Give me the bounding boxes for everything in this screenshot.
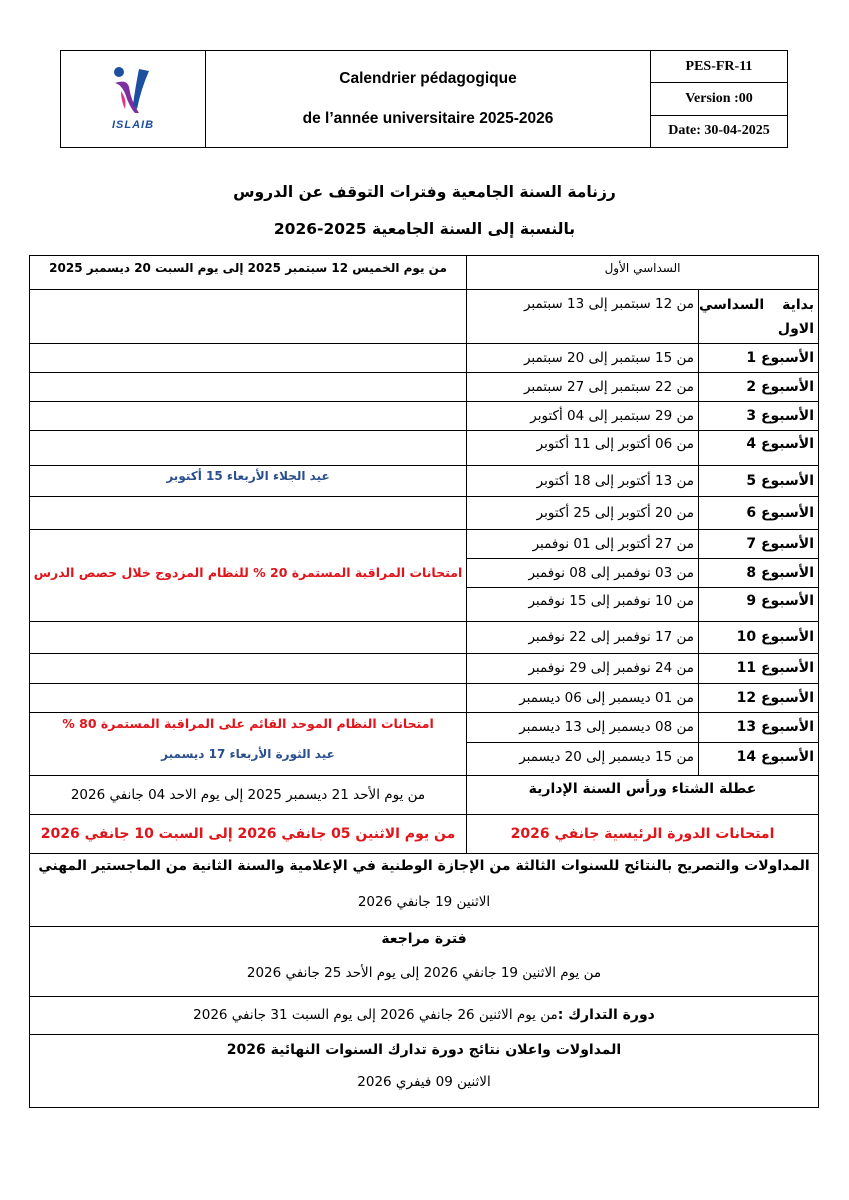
review-dates: من يوم الاثنين 19 جانفي 2026 إلى يوم الأحد 25 جانفي 2026 [246, 965, 602, 981]
logo-cell [61, 51, 206, 147]
makeup-dates: من يوم الاثنين 26 جانفي 2026 إلى يوم السبت 31 جانفي 2026 [193, 1007, 558, 1023]
semester-label: السداسي الأول [604, 261, 681, 275]
week-dates: من 01 ديسمبر إلى 06 ديسمبر [519, 689, 694, 706]
page-heading: رزنامة السنة الجامعية وفترات التوقف عن الدروس [233, 183, 616, 201]
week-dates: من 15 سبتمبر إلى 20 سبتمبر [523, 349, 694, 366]
semester-range: من يوم الخميس 12 سبتمبر 2025 إلى يوم السبت 20 ديسمبر 2025 [49, 261, 447, 275]
week-label: الأسبوع 5 [746, 472, 814, 489]
week-dates: من 17 نوفمبر إلى 22 نوفمبر [528, 629, 694, 645]
final-results-date: الاثنين 09 فيفري 2026 [357, 1074, 491, 1090]
week-label: الأسبوع 7 [746, 535, 814, 552]
week-dates: من 13 أكتوبر إلى 18 أكتوبر [536, 472, 694, 489]
makeup-row [30, 996, 818, 1034]
week-label: الأسبوع 9 [746, 593, 814, 609]
document-title [206, 51, 651, 147]
week-label: الأسبوع 14 [736, 748, 814, 765]
week-dates: من 24 نوفمبر إلى 29 نوفمبر [528, 660, 694, 676]
week-dates: من 10 نوفمبر إلى 15 نوفمبر [528, 593, 694, 609]
final-results-title: المداولات واعلان نتائج دورة تدارك السنوات النهائية 2026 [226, 1042, 622, 1058]
week-label: الأسبوع 6 [746, 504, 814, 521]
document-code: PES-FR-11 [685, 58, 753, 74]
week-dates: من 15 ديسمبر إلى 20 ديسمبر [519, 748, 694, 765]
logo-text: ISLAIB [111, 119, 155, 131]
document-meta [651, 51, 787, 147]
week-label: الأسبوع 4 [746, 436, 814, 452]
semester-start-dates: من 12 سبتمبر إلى 13 سبتمبر [523, 296, 694, 312]
document-date: Date: 30-04-2025 [651, 115, 787, 147]
deliberations-title: المداولات والتصريح بالنتائج للسنوات الثالثة من الإجازة الوطنية في الإعلامية والسنة الثانية من الماجستير المهني [38, 858, 810, 874]
week-label: الأسبوع 1 [746, 349, 814, 366]
review-title: فترة مراجعة [381, 931, 467, 947]
note-evacuation-day: عيد الجلاء الأربعاء 15 أكتوبر [166, 469, 330, 483]
calendar-table [29, 255, 819, 1108]
deliberations-date: الاثنين 19 جانفي 2026 [357, 894, 491, 910]
document-header [60, 50, 788, 148]
winter-break-label: عطلة الشتاء ورأس السنة الإدارية [528, 781, 757, 797]
week-dates: من 29 سبتمبر إلى 04 أكتوبر [530, 407, 694, 424]
title-line-1: Calendrier pédagogique [339, 70, 517, 87]
main-exams-dates: من يوم الاثنين 05 جانفي 2026 إلى السبت 10 جانفي 2026 [40, 825, 456, 842]
week-dates: من 27 أكتوبر إلى 01 نوفمبر [532, 535, 694, 552]
week-dates: من 22 سبتمبر إلى 27 سبتمبر [523, 378, 694, 395]
week-label: الأسبوع 8 [746, 564, 814, 581]
week-label: الأسبوع 11 [736, 660, 814, 676]
islaib-logo-icon [109, 65, 157, 119]
semester-start-label: بداية السداسي الاول [699, 297, 814, 337]
document-version: Version :00 [651, 82, 787, 114]
makeup-label: دورة التدارك : [557, 1007, 655, 1023]
main-exams-label: امتحانات الدورة الرئيسية جانفي 2026 [510, 825, 775, 842]
note-continuous-exams: امتحانات المراقبة المستمرة 20 % للنظام المزدوج خلال حصص الدرس [33, 564, 463, 580]
week-label: الأسبوع 12 [736, 689, 814, 706]
week-label: الأسبوع 13 [736, 719, 814, 735]
week-label: الأسبوع 10 [736, 629, 814, 645]
winter-break-dates: من يوم الأحد 21 ديسمبر 2025 إلى يوم الاحد 04 جانفي 2026 [70, 786, 426, 803]
title-line-2: de l’année universitaire 2025-2026 [302, 110, 554, 127]
note-unified-exams: امتحانات النظام الموحد القائم على المراقبة المستمرة 80 % [62, 715, 434, 731]
week-dates: من 03 نوفمبر إلى 08 نوفمبر [528, 564, 694, 581]
week-label: الأسبوع 2 [746, 378, 814, 395]
week-dates: من 20 أكتوبر إلى 25 أكتوبر [536, 504, 694, 521]
week-dates: من 06 أكتوبر إلى 11 أكتوبر [536, 436, 694, 452]
page-subheading: بالنسبة إلى السنة الجامعية 2025-2026 [273, 220, 576, 238]
week-dates: من 08 ديسمبر إلى 13 ديسمبر [519, 719, 694, 735]
week-label: الأسبوع 3 [746, 407, 814, 424]
note-revolution-day: عيد الثورة الأربعاء 17 ديسمبر [161, 747, 335, 761]
